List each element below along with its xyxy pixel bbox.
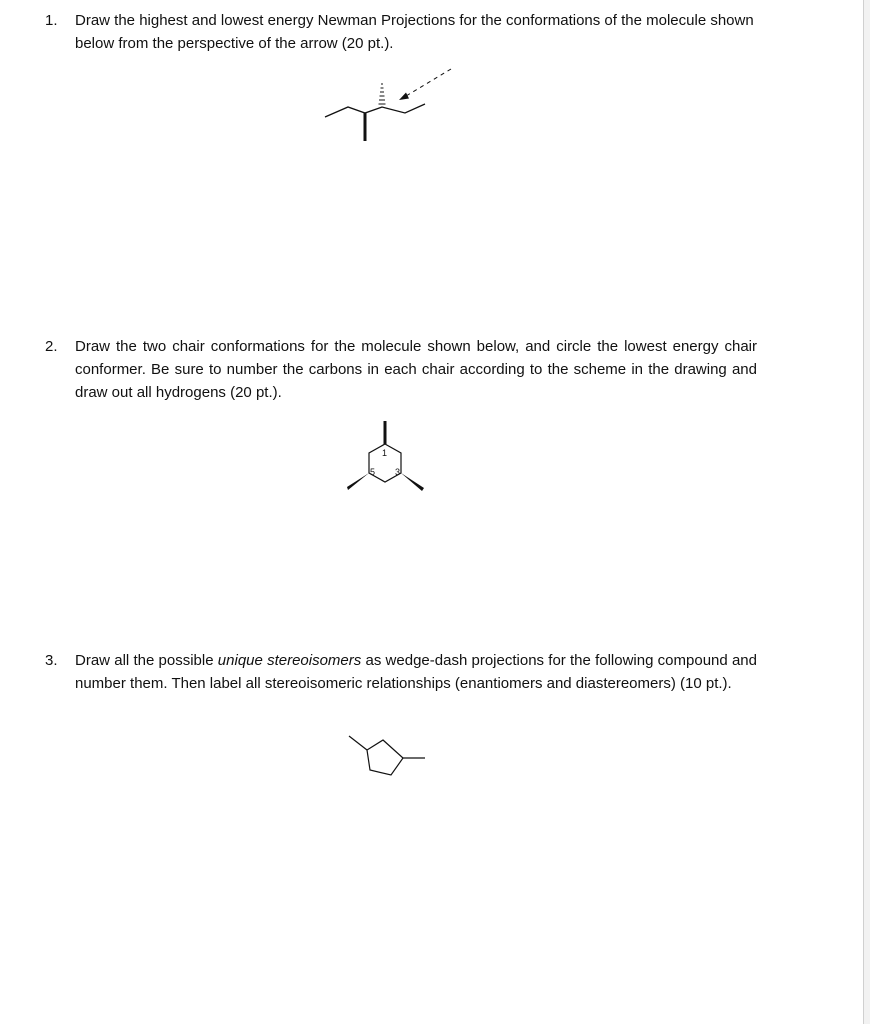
c5-wedge [347,473,369,490]
question-number: 1. [45,12,58,29]
cyclopentane-ring [367,740,403,775]
c3-wedge [401,473,424,491]
cyclohexane-figure [340,415,440,497]
carbon-chain [325,104,425,117]
question-3 [45,649,757,695]
methyl-bond-left [349,736,367,750]
question-number: 3. [45,652,58,669]
question-text [75,649,757,695]
question-1 [45,9,757,55]
hashed-bond [379,84,386,104]
question-number: 2. [45,338,58,355]
newman-molecule-figure [320,64,460,144]
viewing-arrow [406,69,451,96]
question-2 [45,335,757,404]
carbon-label-1: 1 [382,448,388,458]
arrow-head [399,93,409,101]
carbon-label-5: 5 [370,467,376,477]
question-text: Draw the two chair conformations for the molecule shown below, and circle the lowest energy chair conformer. Be sure to number the carbons in each chair according to the scheme in the drawing and draw out all hydrogens (20 pt.). [75,338,757,401]
carbon-label-3: 3 [395,467,401,477]
emphasis-text: unique stereoisomers [217,652,362,669]
page-edge [863,0,870,1024]
question-text-part: as wedge-dash projections for the following compound and number them. Then label all stereoisomeric relationships (enantiomers and diastereomers) (10 pt.). [75,652,757,692]
cyclopentane-figure [345,728,435,778]
question-text-part: Draw all the possible [75,652,218,669]
question-text: Draw the highest and lowest energy Newman Projections for the conformations of the molecule shown below from the perspective of the arrow (20 pt.). [75,12,754,52]
